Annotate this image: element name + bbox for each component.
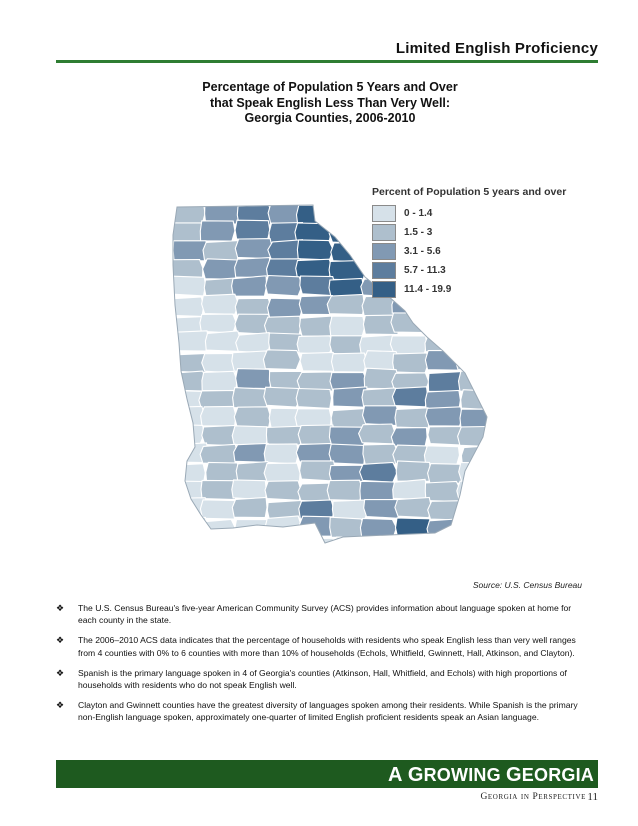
county-shape xyxy=(200,500,235,519)
map-legend xyxy=(372,186,567,299)
county-shape xyxy=(234,407,270,427)
legend-item xyxy=(372,204,562,222)
county-shape xyxy=(393,479,427,499)
diamond-bullet-icon: ❖ xyxy=(56,635,65,646)
publication-brand xyxy=(388,764,594,787)
county-shape xyxy=(425,350,460,370)
brand-initial: G xyxy=(407,764,424,786)
county-shape xyxy=(457,501,493,521)
series-name-text: Georgia in Perspective xyxy=(480,792,586,802)
county-shape xyxy=(170,406,205,426)
county-shape xyxy=(391,428,427,448)
county-shape xyxy=(202,371,237,391)
county-shape xyxy=(267,298,302,318)
county-shape xyxy=(236,535,272,555)
county-shape xyxy=(203,259,239,280)
county-shape xyxy=(426,407,463,426)
county-shape xyxy=(333,537,369,557)
county-shape xyxy=(235,220,270,240)
county-shape xyxy=(200,314,237,333)
county-shape xyxy=(425,482,461,502)
county-shape xyxy=(396,536,432,555)
bullet-text: The 2006–2010 ACS data indicates that the percentage of households with residents who speak English less than very well ranges from 4 counties with 0% to 6 counties with more than 10% of households (Echols, Whitfield, Gwinnett, Hall, Atkinson, and Clayton). xyxy=(78,635,576,658)
county-shape xyxy=(396,461,430,481)
county-shape xyxy=(332,353,367,372)
county-shape xyxy=(203,537,241,557)
county-shape xyxy=(424,539,459,558)
county-shape xyxy=(457,297,494,317)
page-number: 11 xyxy=(587,791,598,803)
county-shape xyxy=(297,240,333,260)
county-shape xyxy=(300,352,336,371)
county-shape xyxy=(199,520,237,540)
county-shape xyxy=(236,333,271,353)
county-shape xyxy=(297,336,333,355)
bullet-text: Spanish is the primary language spoken in 4 of Georgia's counties (Atkinson, Hall, Whitfield, and Echols) with high proportions of households with residents who do not speak English well. xyxy=(78,667,567,691)
county-shape xyxy=(393,353,429,373)
county-shape xyxy=(458,426,494,446)
county-shape xyxy=(296,444,333,463)
county-shape xyxy=(233,388,269,408)
county-shape xyxy=(460,331,496,351)
county-shape xyxy=(331,243,368,262)
legend-label: 11.4 - 19.9 xyxy=(404,283,452,295)
county-shape xyxy=(265,481,301,501)
county-shape xyxy=(330,316,365,336)
map-title-line-2: that Speak English Less Than Very Well: xyxy=(209,95,451,110)
county-shape xyxy=(235,258,270,278)
section-title: Limited English Proficiency xyxy=(395,40,598,57)
county-shape xyxy=(171,539,206,559)
county-shape xyxy=(264,387,301,407)
county-shape xyxy=(329,225,366,244)
county-shape xyxy=(235,239,272,259)
bullet-item xyxy=(56,602,590,626)
county-shape xyxy=(232,480,266,500)
county-shape xyxy=(232,426,269,446)
bullet-item xyxy=(56,667,590,691)
legend-item xyxy=(372,242,562,260)
county-shape xyxy=(365,538,401,558)
legend-swatch xyxy=(372,243,396,260)
county-shape xyxy=(395,408,430,428)
legend-item xyxy=(372,223,562,241)
county-shape xyxy=(167,260,203,279)
county-shape xyxy=(266,426,301,445)
county-shape xyxy=(427,519,462,539)
diamond-bullet-icon: ❖ xyxy=(56,667,65,678)
map-title-line-1: Percentage of Population 5 Years and Over xyxy=(202,80,458,94)
legend-swatch xyxy=(372,224,396,241)
county-shape xyxy=(232,276,267,296)
county-shape xyxy=(392,387,427,407)
county-shape xyxy=(266,276,303,296)
county-shape xyxy=(205,331,241,352)
bullet-list xyxy=(56,602,590,732)
county-shape xyxy=(200,444,238,464)
bullet-item xyxy=(56,699,590,723)
legend-swatch xyxy=(372,205,396,222)
county-shape xyxy=(327,294,364,314)
legend-item xyxy=(372,280,562,298)
county-shape xyxy=(391,313,427,333)
brand-word: EORGIA xyxy=(521,765,594,785)
footer-banner xyxy=(56,760,598,788)
brand-word: ROWING xyxy=(423,765,501,785)
county-shape xyxy=(331,409,367,429)
legend-label: 0 - 1.4 xyxy=(404,207,433,219)
county-shape xyxy=(200,221,235,241)
county-shape xyxy=(327,203,363,222)
county-shape xyxy=(327,480,363,500)
legend-label: 1.5 - 3 xyxy=(404,226,433,238)
county-shape xyxy=(201,406,237,426)
county-shape xyxy=(425,316,461,336)
county-shape xyxy=(360,481,396,501)
county-shape xyxy=(460,536,495,556)
diamond-bullet-icon: ❖ xyxy=(56,700,65,711)
county-shape xyxy=(360,462,398,482)
legend-item xyxy=(372,261,562,279)
county-shape xyxy=(298,425,334,445)
county-shape xyxy=(330,517,365,537)
county-shape xyxy=(456,314,493,334)
series-name xyxy=(480,792,586,802)
county-shape xyxy=(168,297,204,317)
legend-swatch xyxy=(372,281,396,298)
county-shape xyxy=(428,501,466,520)
county-shape xyxy=(268,538,303,558)
county-shape xyxy=(263,350,300,370)
county-shape xyxy=(169,424,205,444)
bullet-item xyxy=(56,634,590,658)
county-shape xyxy=(202,294,239,314)
county-shape xyxy=(329,261,365,281)
county-shape xyxy=(296,389,331,409)
county-shape xyxy=(232,497,267,517)
county-shape xyxy=(170,276,206,296)
county-shape xyxy=(203,241,239,261)
county-shape xyxy=(428,464,464,484)
legend-label: 5.7 - 11.3 xyxy=(404,264,446,276)
brand-initial: G xyxy=(506,764,522,786)
legend-title: Percent of Population 5 years and over xyxy=(372,186,567,198)
county-shape xyxy=(171,517,207,536)
map-title-line-3: Georgia Counties, 2006-2010 xyxy=(244,111,416,126)
county-shape xyxy=(332,500,368,520)
county-shape xyxy=(359,424,396,444)
bullet-text: The U.S. Census Bureau's five-year American Community Survey (ACS) provides information about language spoken at home for each county in the state. xyxy=(78,603,572,626)
county-shape xyxy=(235,520,269,540)
legend-label: 3.1 - 5.6 xyxy=(404,245,441,257)
county-shape xyxy=(454,517,491,536)
county-shape xyxy=(236,369,273,389)
brand-initial: A xyxy=(387,764,403,786)
bullet-text: Clayton and Gwinnett counties have the greatest diversity of languages spoken among their residents. While Spanish is the primary non-English language spoken, approximately one-quarter of limited English proficient residents speak an Asian language. xyxy=(78,700,578,723)
county-shape xyxy=(264,444,298,464)
map-title xyxy=(150,80,510,127)
county-shape xyxy=(455,350,493,370)
county-shape xyxy=(363,406,399,426)
county-shape xyxy=(395,498,432,518)
county-shape xyxy=(459,463,494,483)
county-shape xyxy=(459,371,496,391)
county-shape xyxy=(364,500,400,519)
county-shape xyxy=(329,444,365,464)
header-divider xyxy=(56,60,598,63)
source-note: Source: U.S. Census Bureau xyxy=(472,580,582,590)
legend-swatch xyxy=(372,262,396,279)
county-shape xyxy=(460,409,495,428)
diamond-bullet-icon: ❖ xyxy=(56,603,65,613)
county-shape xyxy=(170,371,207,391)
